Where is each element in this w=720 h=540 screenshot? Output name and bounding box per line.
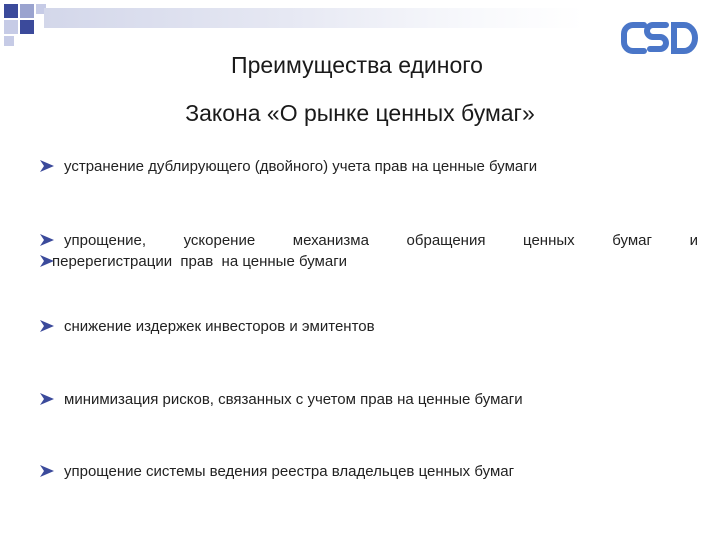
bullet-text-line-2: перерегистрации прав на ценные бумаги bbox=[52, 253, 348, 270]
arrowhead-bullet-icon bbox=[40, 393, 54, 405]
corner-square-light bbox=[4, 36, 14, 46]
corner-square-light bbox=[4, 20, 18, 34]
arrowhead-bullet-icon bbox=[40, 465, 54, 477]
word: ценных bbox=[523, 232, 575, 249]
header-gradient-band bbox=[44, 8, 584, 28]
word: упрощение, bbox=[64, 232, 146, 249]
bullet-text: устранение дублирующего (двойного) учета прав на ценные бумаги bbox=[64, 158, 538, 175]
arrowhead-bullet-icon bbox=[40, 234, 54, 246]
arrowhead-bullet-icon bbox=[40, 320, 54, 332]
bullet-text: минимизация рисков, связанных с учетом прав на ценные бумаги bbox=[64, 391, 523, 408]
corner-square-dark bbox=[4, 4, 18, 18]
bullet-text: снижение издержек инвесторов и эмитентов bbox=[64, 318, 375, 335]
word: и bbox=[689, 232, 698, 249]
corner-square-dark bbox=[20, 20, 34, 34]
slide-title-line-1: Преимущества единого bbox=[231, 52, 483, 78]
bullet-text-line-1 bbox=[64, 230, 698, 251]
word: обращения bbox=[406, 232, 486, 249]
word: механизма bbox=[292, 232, 369, 249]
slide-title-line-2: Закона «О рынке ценных бумаг» bbox=[185, 100, 535, 126]
corner-square-light bbox=[20, 4, 34, 18]
word: ускорение bbox=[183, 232, 256, 249]
arrowhead-bullet-icon bbox=[40, 160, 54, 172]
word: бумаг bbox=[612, 232, 652, 249]
bullet-text: упрощение системы ведения реестра владельцев ценных бумаг bbox=[64, 463, 515, 480]
